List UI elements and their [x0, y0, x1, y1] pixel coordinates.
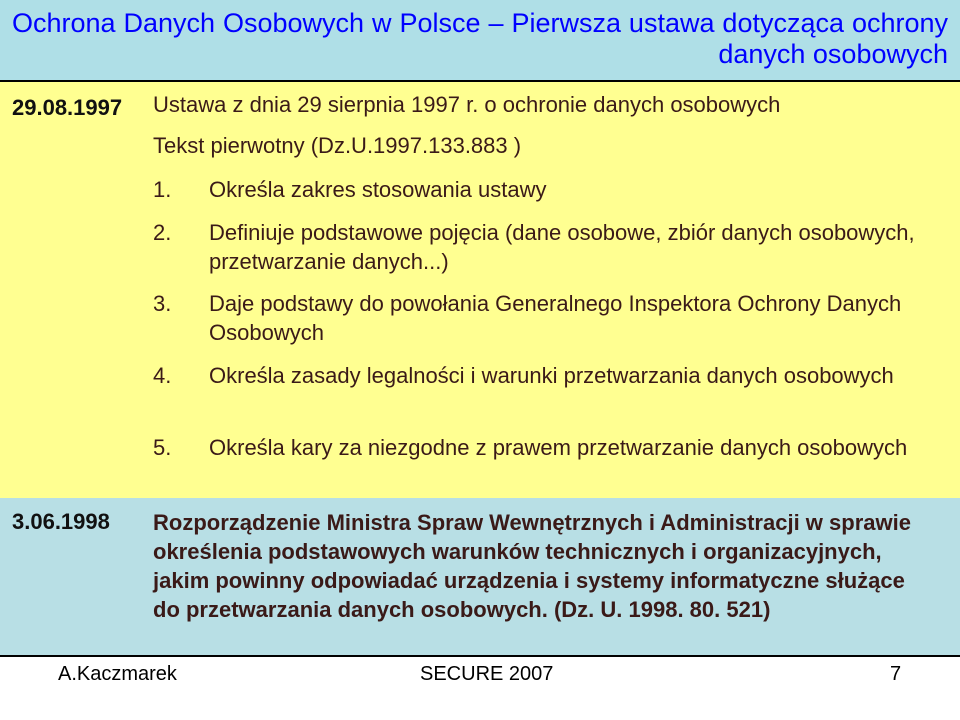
act-source: Tekst pierwotny (Dz.U.1997.133.883 ): [153, 133, 522, 158]
list-item-number: 2.: [153, 220, 172, 245]
footer-author: A.Kaczmarek: [58, 663, 177, 685]
list-item-text: Określa zakres stosowania ustawy: [209, 177, 547, 202]
list-item-number: 4.: [153, 363, 172, 388]
list-item-number: 1.: [153, 177, 172, 202]
regulation-text: Rozporządzenie Ministra Spraw Wewnętrznych i Administracji w sprawie określenia podstawowych warunków technicznych i organizacyjnych, jakim powinny odpowiadać urządzenia i systemy informatyczne służące do przetwarzania danych osobowych. (Dz. U. 1998. 80. 521): [153, 510, 911, 622]
slide-footer: [0, 657, 960, 720]
act-title: Ustawa z dnia 29 sierpnia 1997 r. o ochronie danych osobowych: [153, 92, 781, 117]
row-date: 3.06.1998: [12, 509, 110, 534]
table-row-1997: [0, 82, 960, 498]
footer-event: SECURE 2007: [420, 663, 554, 685]
slide-title: Ochrona Danych Osobowych w Polsce – Pierwsza ustawa dotycząca ochrony danych osobowych: [12, 8, 948, 69]
list-item-text: Określa kary za niezgodne z prawem przetwarzanie danych osobowych: [209, 435, 908, 460]
slide-title-bar: [0, 0, 960, 80]
list-item-text: Definiuje podstawowe pojęcia (dane osobowe, zbiór danych osobowych, przetwarzanie danych...): [209, 220, 915, 274]
page-number: 7: [890, 663, 902, 685]
row-date: 29.08.1997: [12, 95, 123, 120]
list-item-number: 5.: [153, 435, 172, 460]
list-item-text: Określa zasady legalności i warunki przetwarzania danych osobowych: [209, 363, 894, 388]
list-item-number: 3.: [153, 291, 172, 316]
table-row-1998: [0, 498, 960, 655]
list-item-text: Daje podstawy do powołania Generalnego Inspektora Ochrony Danych Osobowych: [209, 291, 902, 345]
